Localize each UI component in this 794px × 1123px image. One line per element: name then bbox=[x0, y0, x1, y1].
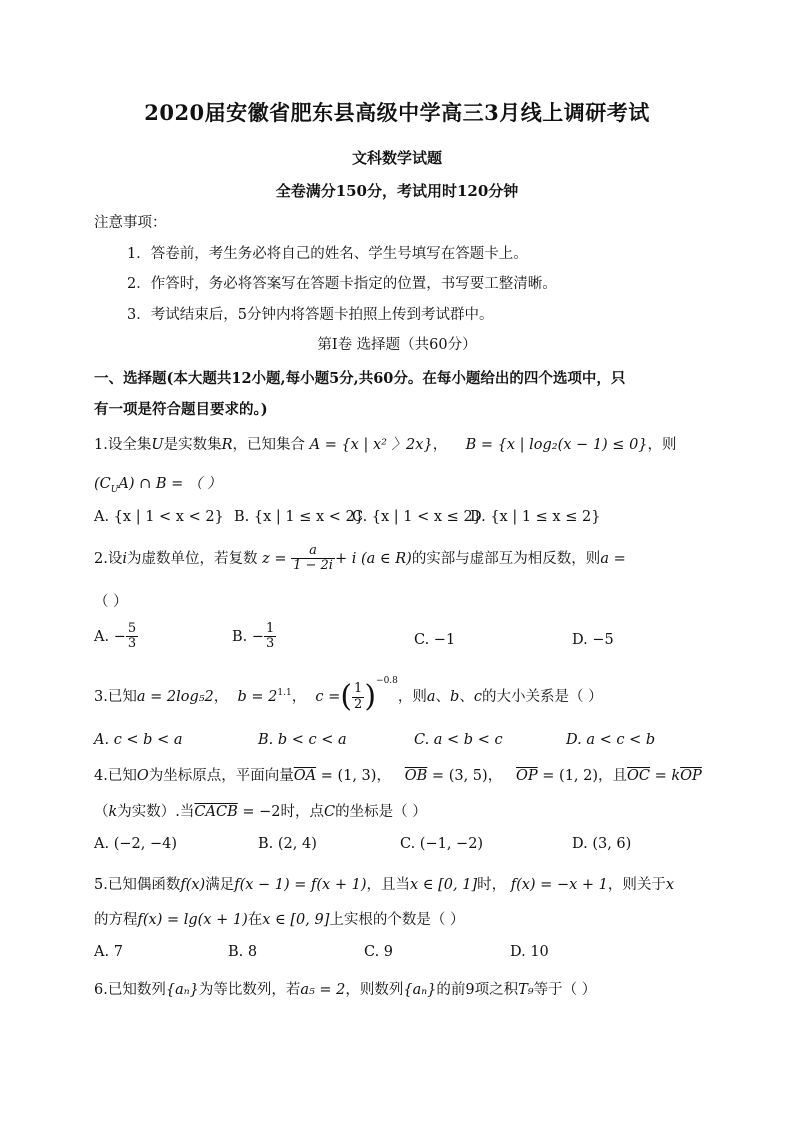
q5-fx: f(x) bbox=[180, 877, 206, 893]
q2-frac-den: 1 − 2i bbox=[293, 558, 333, 574]
q3-option-c: C. a < b < c bbox=[414, 732, 503, 748]
q2-option-a bbox=[94, 622, 138, 652]
q1-option-a: A. {x | 1 < x < 2} bbox=[94, 509, 224, 525]
note-item-1: 1．答卷前，考生务必将自己的姓名、学生号填写在答题卡上。 bbox=[127, 246, 528, 262]
q4-line2-a: （ bbox=[94, 804, 109, 820]
q6-a5: a₅ = 2 bbox=[300, 982, 346, 998]
q4-C: C bbox=[323, 804, 336, 820]
q5-option-b: B. 8 bbox=[228, 944, 258, 960]
q2-answer-blank: （ ） bbox=[94, 594, 128, 610]
q1-option-d: D. {x | 1 ≤ x ≤ 2} bbox=[470, 509, 601, 525]
q5-eq2: f(x) = −x + 1 bbox=[510, 877, 608, 893]
q3-b-def: b = 2 bbox=[237, 689, 278, 705]
q6-text-c: ，则数列 bbox=[345, 982, 404, 998]
q2-option-d: D. −5 bbox=[572, 632, 614, 648]
q2-opt-b-den: 3 bbox=[266, 636, 275, 652]
q5-x: x bbox=[665, 877, 675, 893]
q4-vec-oc: $\overline{OC}$ bbox=[627, 768, 651, 784]
q2-text-b: 为虚数单位，若复数 bbox=[126, 550, 258, 567]
q4-option-b: B. (2, 4) bbox=[258, 836, 317, 852]
q1-option-b: B. {x | 1 ≤ x < 2} bbox=[234, 509, 364, 525]
q2-text-c: 的实部与虚部互为相反数，则 bbox=[411, 550, 601, 567]
q1-set-b: B = {x | log₂(x − 1) ≤ 0} bbox=[465, 437, 648, 453]
q3-b: b bbox=[450, 689, 460, 705]
question-1-line2 bbox=[94, 472, 222, 495]
q4-text-c: ，且 bbox=[598, 768, 628, 784]
q4-option-d: D. (3, 6) bbox=[572, 836, 632, 852]
q5-line2-c: 上实根的个数是（ ） bbox=[329, 912, 465, 928]
q4-vec-op2: $\overline{OP}$ bbox=[680, 768, 702, 784]
q2-opt-b-frac bbox=[264, 622, 276, 652]
q5-dom: x ∈ [0, 1] bbox=[409, 877, 478, 893]
section-instructions-line2: 有一项是符合题目要求的。) bbox=[94, 401, 268, 418]
q2-option-c: C. −1 bbox=[414, 632, 456, 648]
q2-z-lhs: z = bbox=[262, 550, 287, 567]
question-1-line1 bbox=[94, 433, 677, 454]
q1-complement-rest: A) ∩ B = （ ） bbox=[118, 476, 222, 492]
q1-U: U bbox=[151, 437, 164, 453]
q3-sep2: ， bbox=[291, 689, 307, 705]
q1-set-a: A = {x | x² 〉2x} bbox=[309, 437, 433, 453]
q3-a: a bbox=[426, 689, 436, 705]
q3-c: c bbox=[473, 689, 482, 705]
question-4-line2 bbox=[94, 800, 427, 821]
exam-title: 2020届安徽省肥东县高级中学高三3月线上调研考试 bbox=[144, 100, 650, 125]
q5-line2-a: 的方程 bbox=[94, 912, 138, 928]
q6-text-a: 6.已知数列 bbox=[94, 982, 166, 998]
q2-opt-a-num: 5 bbox=[127, 621, 137, 636]
exam-subtitle: 文科数学试题 bbox=[351, 149, 442, 167]
note-item-3: 3．考试结束后，5分钟内将答题卡拍照上传到考试群中。 bbox=[127, 307, 494, 323]
q3-option-a: A. c < b < a bbox=[94, 732, 183, 748]
q5-option-c: C. 9 bbox=[364, 944, 394, 960]
q1-text-d: ，则 bbox=[647, 437, 677, 453]
q4-line2-eq: = −2 bbox=[237, 804, 281, 820]
q1-R: R bbox=[221, 437, 233, 453]
q4-op-val: = (1, 2) bbox=[537, 768, 599, 784]
q3-c-paren-right: ) bbox=[364, 679, 377, 714]
q5-text-e: ，则关于 bbox=[607, 877, 666, 893]
question-3-line1 bbox=[94, 676, 603, 712]
q1-text-c: ，已知集合 bbox=[232, 437, 305, 453]
q3-c-lhs: c = bbox=[315, 689, 341, 705]
q3-text-a: 3.已知 bbox=[94, 689, 137, 705]
q4-oc-eq: = k bbox=[650, 768, 681, 784]
q6-an1: {aₙ} bbox=[165, 982, 199, 998]
q4-vec-ob: $\overline{OB}$ bbox=[404, 768, 428, 784]
q3-c-num: 1 bbox=[354, 681, 363, 697]
q6-T9: T₉ bbox=[518, 982, 534, 998]
q4-sep2: ， bbox=[487, 768, 503, 784]
q5-text-a: 5.已知偶函数 bbox=[94, 877, 181, 893]
q4-option-a: A. (−2, −4) bbox=[94, 836, 177, 852]
q5-eq3: f(x) = lg(x + 1) bbox=[137, 912, 248, 928]
q4-sep1: ， bbox=[376, 768, 391, 784]
q3-c-frac bbox=[352, 682, 364, 712]
q3-text-b: ，则 bbox=[397, 689, 427, 705]
question-2-line1 bbox=[94, 544, 626, 574]
q3-dun2: 、 bbox=[459, 689, 474, 705]
q5-text-c: ，且当 bbox=[366, 877, 410, 893]
q3-b-exp: 1.1 bbox=[277, 688, 292, 699]
section-instructions-line1: 一、选择题(本大题共12小题,每小题5分,共60分。在每小题给出的四个选项中，只 bbox=[94, 370, 626, 387]
q3-c-paren-left: ( bbox=[340, 679, 353, 714]
q4-oa-val: = (1, 3) bbox=[316, 768, 377, 784]
q2-option-b bbox=[232, 622, 276, 652]
q3-option-b: B. b < c < a bbox=[258, 732, 347, 748]
q1-text-a: 1.设全集 bbox=[94, 437, 152, 453]
q2-i: i bbox=[122, 550, 127, 567]
q3-option-d: D. a < c < b bbox=[566, 732, 656, 748]
q4-k: k bbox=[108, 804, 118, 820]
q4-option-c: C. (−1, −2) bbox=[400, 836, 484, 852]
q6-text-b: 为等比数列，若 bbox=[198, 982, 301, 998]
q4-text-a: 4.已知 bbox=[94, 768, 137, 784]
q6-text-d: 的前9项之积 bbox=[436, 982, 519, 998]
q4-ob-val: = (3, 5) bbox=[427, 768, 488, 784]
q1-option-c: C. {x | 1 < x ≤ 2} bbox=[352, 509, 482, 525]
part1-heading: 第Ⅰ卷 选择题（共60分） bbox=[317, 337, 477, 353]
q2-z-rhs: + i (a ∈ R) bbox=[334, 550, 412, 567]
q3-sep1: ， bbox=[213, 689, 229, 705]
q5-option-a: A. 7 bbox=[94, 944, 123, 960]
q2-text-a: 2.设 bbox=[94, 550, 123, 567]
q3-c-den: 2 bbox=[354, 696, 363, 712]
q6-text-e: 等于（ ） bbox=[533, 982, 597, 998]
q4-O: O bbox=[136, 768, 149, 784]
q5-text-d: 时， bbox=[477, 877, 507, 893]
note-item-2: 2．作答时，务必将答案写在答题卡指定的位置，书写要工整清晰。 bbox=[127, 276, 557, 292]
q3-c-exp: −0.8 bbox=[376, 676, 398, 686]
question-5-line2 bbox=[94, 908, 464, 929]
q4-vec-ca: $\overline{CA}$ bbox=[194, 804, 216, 820]
question-4-line1 bbox=[94, 764, 702, 785]
q3-dun1: 、 bbox=[435, 689, 451, 705]
q4-text-b: 为坐标原点，平面向量 bbox=[148, 768, 294, 784]
q2-opt-a-frac bbox=[126, 622, 138, 652]
q4-vec-oa: $\overline{OA}$ bbox=[293, 768, 317, 784]
q5-line2-b: 在 bbox=[247, 912, 263, 928]
q3-text-c: 的大小关系是（ ） bbox=[481, 689, 603, 705]
q2-opt-a-den: 3 bbox=[127, 636, 137, 652]
q4-line2-c: 时，点 bbox=[280, 804, 324, 820]
q2-frac-num: a bbox=[291, 544, 335, 559]
score-line: 全卷满分150分，考试用时120分钟 bbox=[275, 182, 519, 200]
q1-complement-open: (C bbox=[94, 476, 111, 492]
q1-sep: ， bbox=[432, 437, 448, 453]
q1-complement-sub: U bbox=[110, 484, 119, 495]
q5-eq1: f(x − 1) = f(x + 1) bbox=[234, 877, 367, 893]
q4-line2-b: 为实数）.当 bbox=[117, 804, 195, 820]
q4-vec-cb: $\overline{CB}$ bbox=[215, 804, 238, 820]
q2-fraction bbox=[291, 544, 335, 574]
notes-heading: 注意事项： bbox=[94, 215, 167, 231]
q5-text-b: 满足 bbox=[205, 877, 235, 893]
q2-opt-b-prefix: B. − bbox=[232, 628, 265, 645]
q5-dom2: x ∈ [0, 9] bbox=[262, 912, 330, 928]
q1-text-b: 是实数集 bbox=[163, 437, 222, 453]
q5-option-d: D. 10 bbox=[510, 944, 549, 960]
q2-a-eq: a = bbox=[600, 550, 626, 567]
q2-opt-b-num: 1 bbox=[266, 621, 275, 636]
question-6-line1 bbox=[94, 978, 596, 999]
q6-an2: {aₙ} bbox=[403, 982, 437, 998]
q3-a-def: a = 2log₅2 bbox=[136, 689, 214, 705]
q2-opt-a-prefix: A. − bbox=[94, 628, 126, 645]
q4-vec-op: $\overline{OP}$ bbox=[516, 768, 538, 784]
q4-line2-d: 的坐标是（ ） bbox=[335, 804, 427, 820]
question-5-line1 bbox=[94, 873, 674, 894]
